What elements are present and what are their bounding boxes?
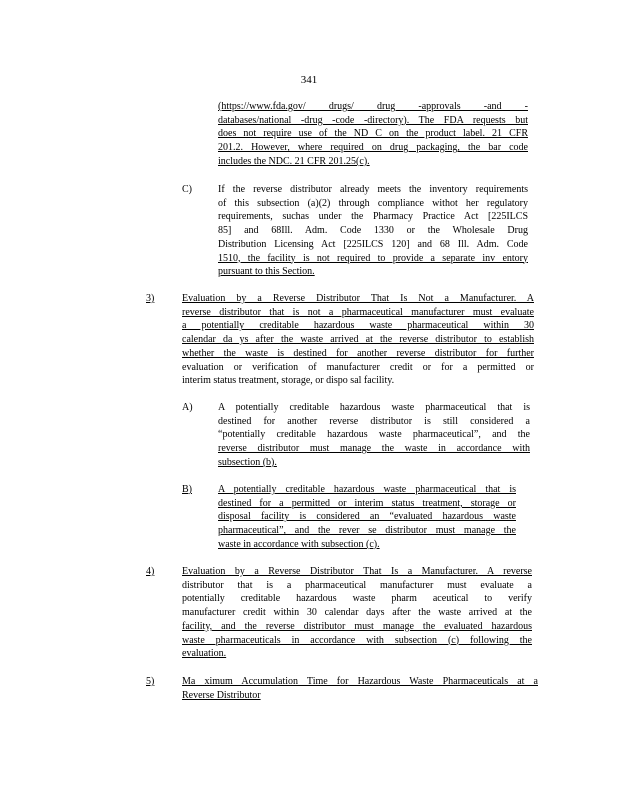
text-line: databases/national -drug -code -directory). The FDA requests but — [218, 114, 528, 126]
text-line: 85] and 68Ill. Adm. Code 1330 or the Wholesale Drug — [218, 225, 528, 237]
text-line: whether the waste is destined for another reverse distributor for further — [182, 347, 534, 359]
text-line: interim status treatment, storage, or dispo sal facility. — [182, 375, 395, 387]
text-line: waste pharmaceuticals in accordance with subsection (c) following the — [182, 634, 532, 646]
item-3a-paragraph — [218, 401, 530, 470]
section-5-paragraph — [182, 675, 538, 702]
text-line: destined for another reverse distributor is still considered a — [218, 415, 530, 427]
section-3-label: 3) — [146, 293, 155, 304]
text-line: Reverse Distributor — [182, 689, 261, 701]
text-line: disposal facility is considered an “evaluated hazardous waste — [218, 511, 516, 523]
text-line: Evaluation by a Reverse Distributor That Is a Manufacturer. A reverse — [182, 566, 532, 577]
item-c-paragraph — [218, 183, 528, 279]
text-line: A potentially creditable hazardous waste pharmaceutical that is — [218, 402, 530, 413]
text-line: subsection (b). — [218, 456, 277, 468]
text-line: Evaluation by a Reverse Distributor That Is Not a Manufacturer. A — [182, 293, 534, 304]
text-line: 201.2. However, where required on drug packaging, the bar code — [218, 142, 528, 154]
text-line: If the reverse distributor already meets the inventory requirements — [218, 184, 528, 195]
text-line: does not require use of the ND C on the product label. 21 CFR — [218, 128, 528, 140]
text-line: pursuant to this Section. — [218, 266, 315, 278]
text-line: pharmaceutical”, and the rever se distributor must manage the — [218, 525, 516, 537]
text-line: (https://www.fda.gov/ drugs/ drug -approvals -and - — [218, 101, 528, 112]
text-line: “potentially creditable hazardous waste pharmaceutical”, and the — [218, 429, 530, 441]
text-line: requirements, suchas under the Pharmacy Practice Act [225ILCS — [218, 211, 528, 223]
text-line: evaluation or verification of manufacturer credit or for a permitted or — [182, 361, 534, 373]
text-line: Ma ximum Accumulation Time for Hazardous Waste Pharmaceuticals at a — [182, 676, 538, 687]
text-line: potentially creditable hazardous waste pharm aceutical to verify — [182, 593, 532, 605]
text-line: of this subsection (a)(2) through compliance withot her regulatory — [218, 197, 528, 209]
text-line: calendar da ys after the waste arrived at the reverse distributor to establish — [182, 334, 534, 346]
text-line: facility, and the reverse distributor must manage the evaluated hazardous — [182, 620, 532, 632]
text-line: reverse distributor must manage the waste in accordance with — [218, 443, 530, 455]
text-line: A potentially creditable hazardous waste pharmaceutical that is — [218, 484, 516, 495]
item-3a-label: A) — [182, 402, 193, 413]
item-c-label: C) — [182, 184, 192, 195]
section-5-label: 5) — [146, 676, 155, 687]
page-number: 341 — [300, 74, 318, 86]
section-3-paragraph — [182, 292, 534, 388]
text-line: includes the NDC. 21 CFR 201.25(c). — [218, 155, 370, 167]
text-line: evaluation. — [182, 648, 227, 660]
item-3b-paragraph — [218, 483, 516, 552]
section-4-label: 4) — [146, 566, 155, 577]
item-3b-label: B) — [182, 484, 192, 495]
continuation-paragraph — [218, 100, 528, 169]
text-line: Distribution Licensing Act [225ILCS 120] and 68 Ill. Adm. Code — [218, 238, 528, 250]
text-line: reverse distributor that is not a pharmaceutical manufacturer must evaluate — [182, 306, 534, 318]
section-4-paragraph — [182, 565, 532, 661]
text-line: distributor that is a pharmaceutical manufacturer must evaluate a — [182, 579, 532, 591]
text-line: 1510, the facility is not required to provide a separate inv entory — [218, 252, 528, 264]
text-line: destined for a permitted or interim status treatment, storage or — [218, 497, 516, 509]
text-line: manufacturer credit within 30 calendar days after the waste arrived at the — [182, 607, 532, 619]
text-line: a potentially creditable hazardous waste pharmaceutical within 30 — [182, 320, 534, 332]
text-line: waste in accordance with subsection (c). — [218, 538, 380, 550]
